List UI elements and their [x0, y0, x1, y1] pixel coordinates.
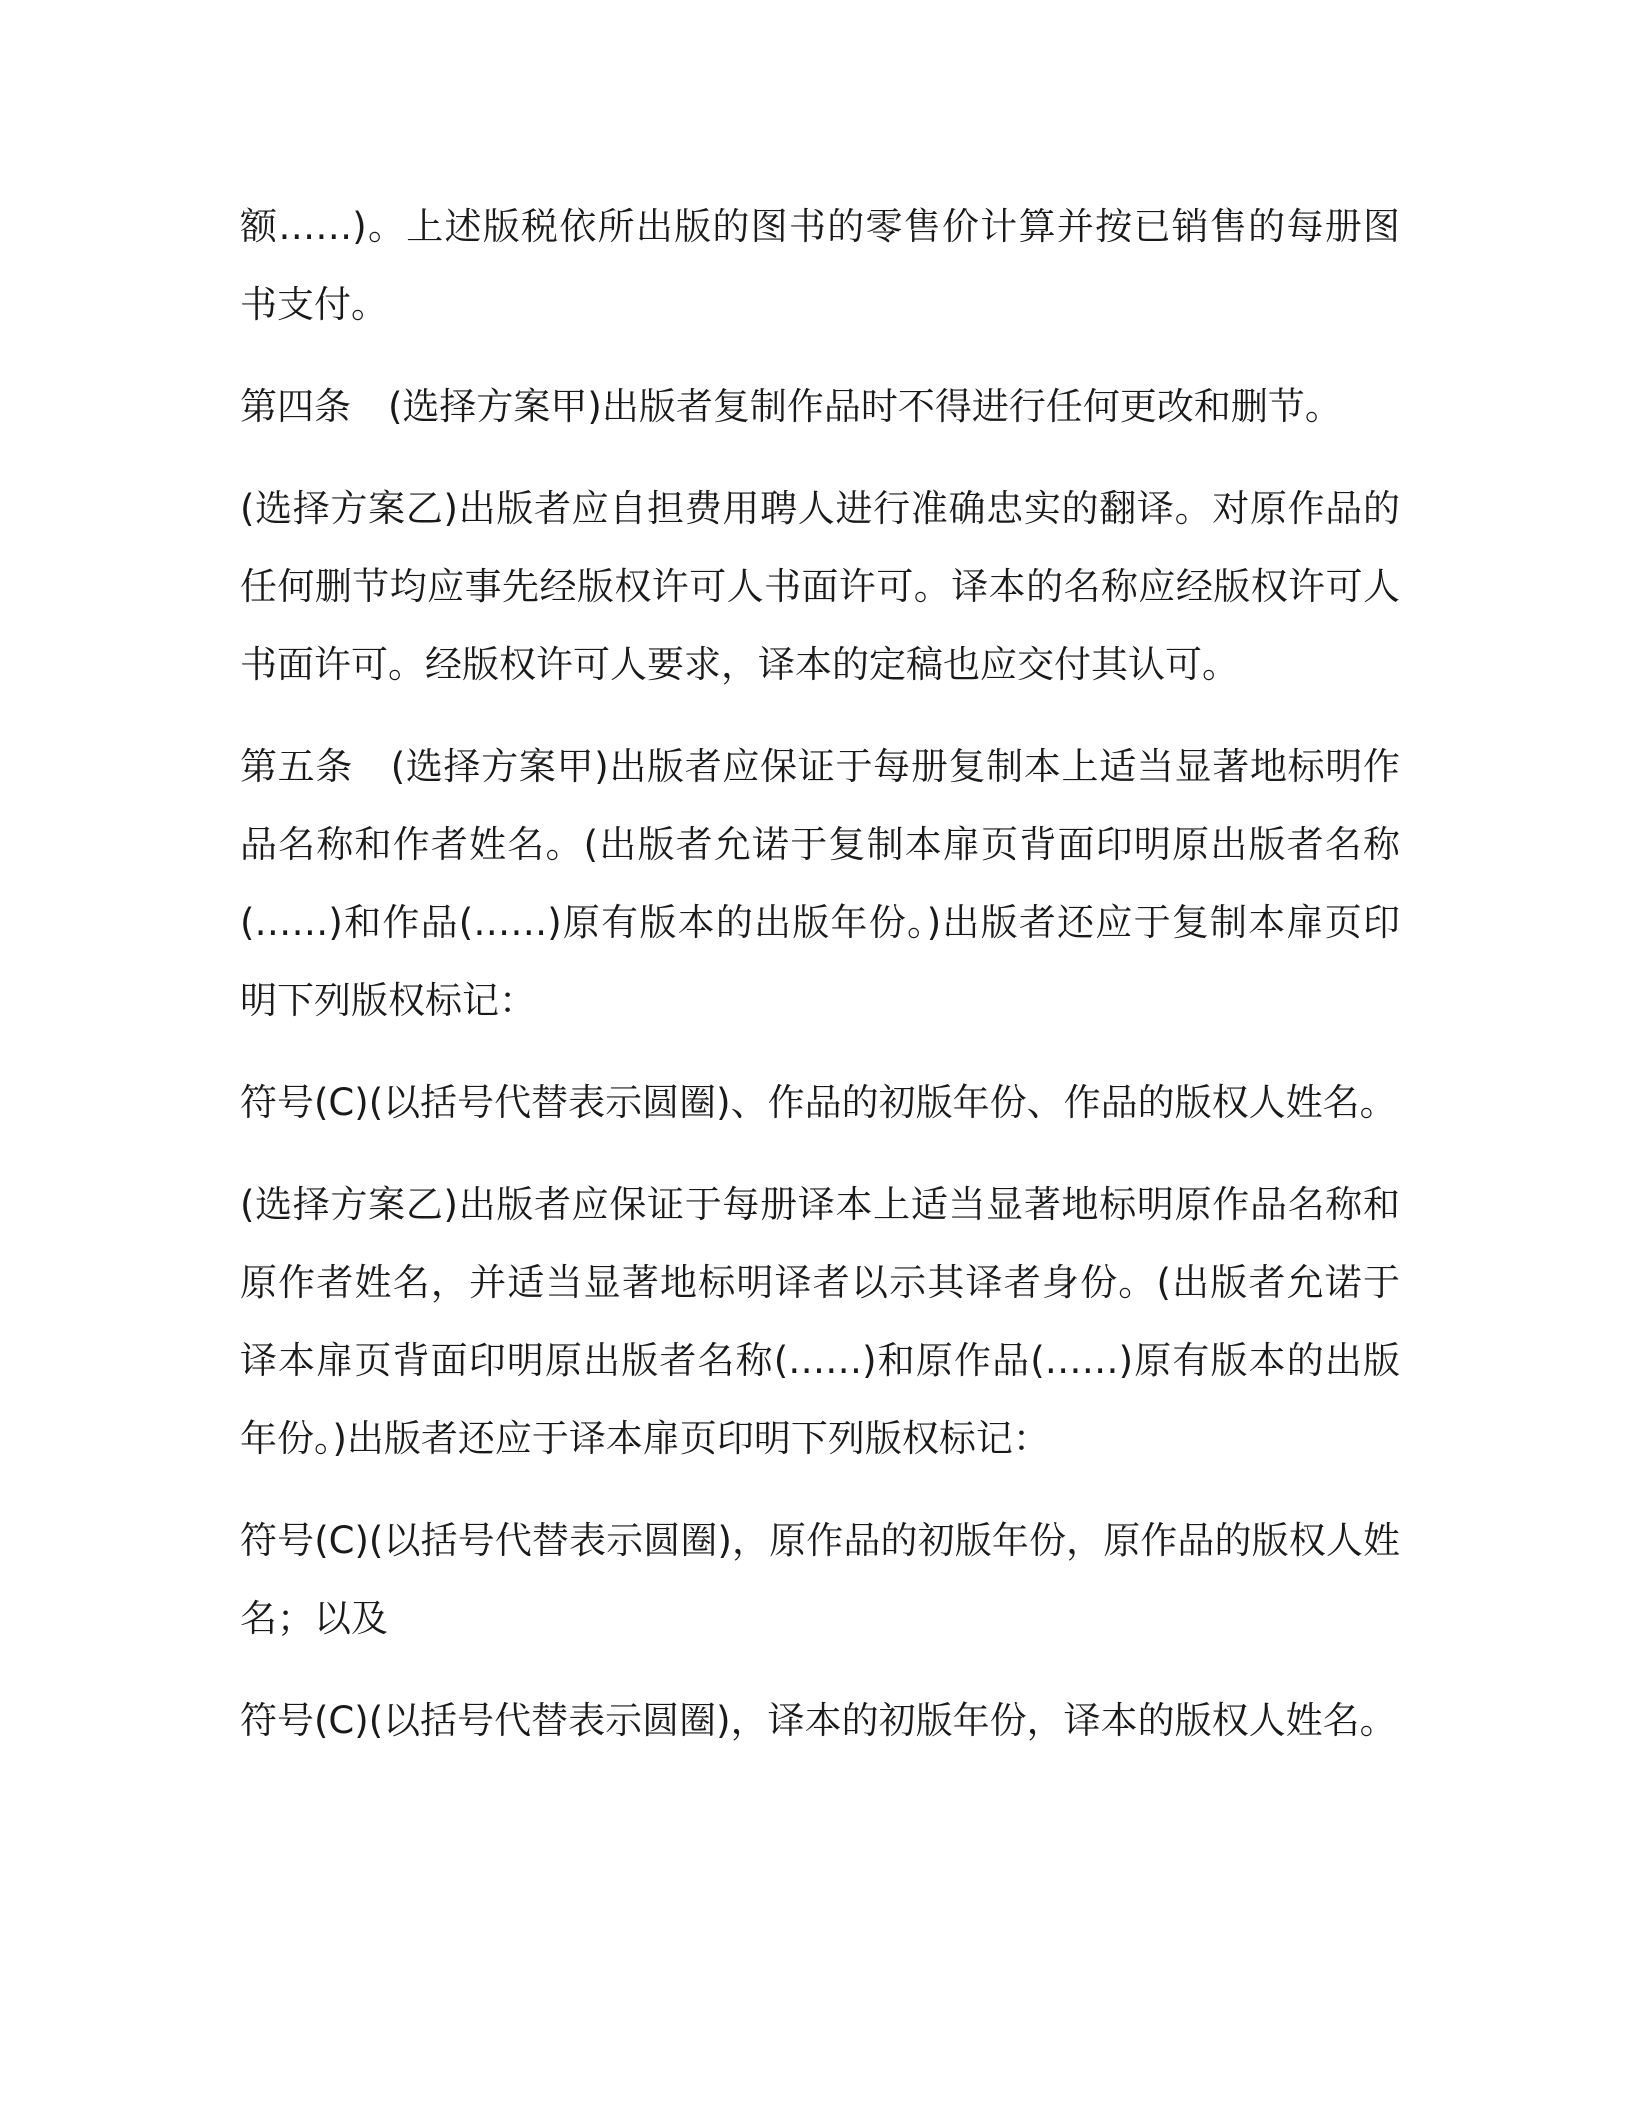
document-body: [240, 188, 1400, 1784]
paragraph-article-5-option-b: (选择方案乙)出版者应保证于每册译本上适当显著地标明原作品名称和原作者姓名，并适当显著地标明译者以示其译者身份。(出版者允诺于译本扉页背面印明原出版者名称(……)和原作品(……)原有版本的出版年份。)出版者还应于译本扉页印明下列版权标记：: [240, 1183, 1400, 1460]
paragraph-copyright-notice-original: 符号(C)(以括号代替表示圆圈)，原作品的初版年份，原作品的版权人姓名；以及: [240, 1519, 1400, 1640]
paragraph-article-4-option-a: 第四条 (选择方案甲)出版者复制作品时不得进行任何更改和删节。: [240, 385, 1342, 428]
paragraph-copyright-notice-translation: 符号(C)(以括号代替表示圆圈)，译本的初版年份，译本的版权人姓名。: [240, 1699, 1397, 1742]
paragraph-article-4-option-b: (选择方案乙)出版者应自担费用聘人进行准确忠实的翻译。对原作品的任何删节均应事先经版权许可人书面许可。译本的名称应经版权许可人书面许可。经版权许可人要求，译本的定稿也应交付其认可。: [240, 487, 1400, 686]
paragraph-article-5-option-a: 第五条 (选择方案甲)出版者应保证于每册复制本上适当显著地标明作品名称和作者姓名。(出版者允诺于复制本扉页背面印明原出版者名称(……)和作品(……)原有版本的出版年份。)出版者还应于复制本扉页印明下列版权标记：: [240, 745, 1400, 1022]
paragraph-copyright-notice-a: 符号(C)(以括号代替表示圆圈)、作品的初版年份、作品的版权人姓名。: [240, 1081, 1397, 1124]
paragraph-royalty-continuation: 额……)。上述版税依所出版的图书的零售价计算并按已销售的每册图书支付。: [240, 205, 1400, 326]
